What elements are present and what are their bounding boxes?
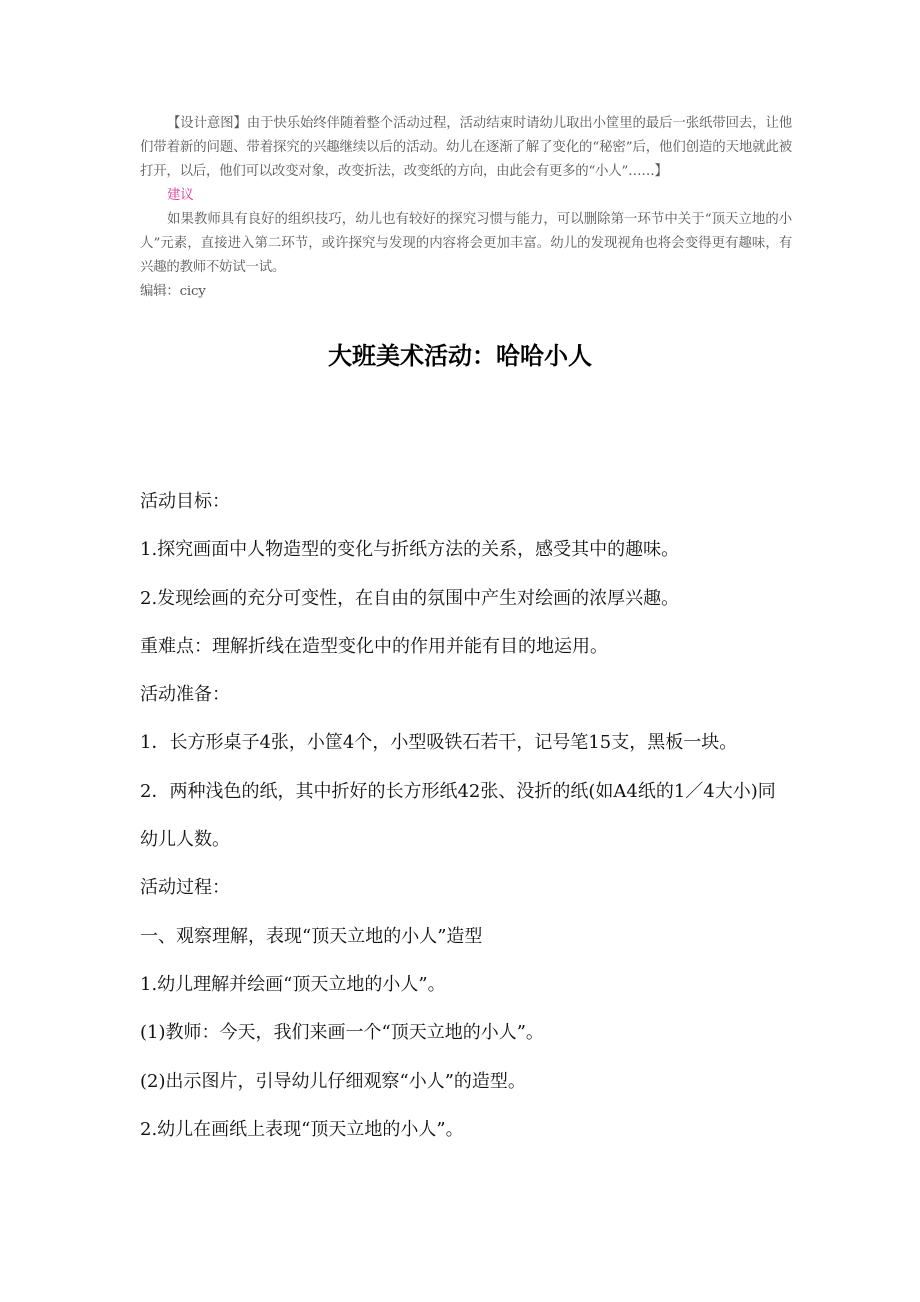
paragraph: 2.发现绘画的充分可变性，在自由的氛围中产生对绘画的浓厚兴趣。 — [140, 587, 680, 609]
paragraph: (2)出示图片，引导幼儿仔细观察“小人”的造型。 — [140, 1070, 526, 1092]
paragraph: 1．长方形桌子4张，小筐4个，小型吸铁石若干，记号笔15支，黑板一块。 — [140, 732, 738, 754]
suggestion-paragraph: 如果教师具有良好的组织技巧，幼儿也有较好的探究习惯与能力，可以删除第一环节中关于“顶天立地的小人”元素，直接进入第二环节，或许探究与发现的内容将会更加丰富。幼儿的发现视角也将会变得更有趣味，有兴趣的教师不妨试一试。 — [140, 212, 792, 275]
paragraph: 重难点：理解折线在造型变化中的作用并能有目的地运用。 — [140, 635, 608, 657]
section-heading-process: 活动过程： — [140, 877, 230, 899]
suggestion-heading: 建议 — [167, 188, 194, 203]
section-heading-goals: 活动目标： — [140, 491, 230, 512]
design-intent-paragraph: 【设计意图】由于快乐始终伴随着整个活动过程，活动结束时请幼儿取出小筐里的最后一张纸带回去，让他们带着新的问题、带着探究的兴趣继续以后的活动。幼儿在逐渐了解了变化的“秘密”后，他们创造的天地就此被打开，以后，他们可以改变对象，改变折法，改变纸的方向，由此会有更多的“小人”……】 — [140, 116, 792, 179]
document-title: 大班美术活动：哈哈小人 — [328, 342, 592, 370]
paragraph: 1.探究画面中人物造型的变化与折纸方法的关系，感受其中的趣味。 — [140, 539, 680, 561]
paragraph: (1)教师：今天，我们来画一个“顶天立地的小人”。 — [140, 1022, 544, 1044]
paragraph: 2．两种浅色的纸，其中折好的长方形纸42张、没折的纸(如A4纸的1／4大小)同幼儿人数。 — [140, 780, 776, 851]
section-heading-preparation: 活动准备： — [140, 684, 230, 706]
paragraph: 1.幼儿理解并绘画“顶天立地的小人”。 — [140, 973, 446, 995]
paragraph: 2.幼儿在画纸上表现“顶天立地的小人”。 — [140, 1118, 464, 1140]
document-body — [140, 478, 782, 1154]
paragraph: 一、观察理解，表现“顶天立地的小人”造型 — [140, 925, 483, 947]
editor-credit: 编辑：cicy — [140, 284, 206, 299]
